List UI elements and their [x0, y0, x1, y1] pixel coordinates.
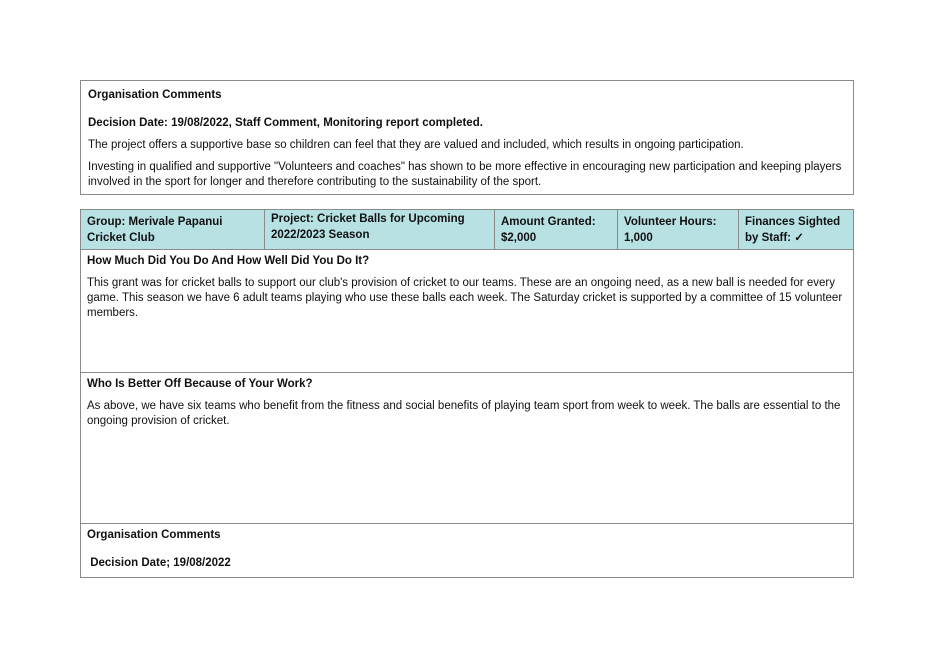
comment-paragraph-2: Investing in qualified and supportive "Volunteers and coaches" has shown to be more effective in encouraging new participation and keeping players involved in the sport for longer and therefore contributing to the sustainability of the sport. [88, 161, 842, 188]
amount-granted-cell: Amount Granted: $2,000 [495, 210, 618, 249]
how-much-heading: How Much Did You Do And How Well Did You Do It? [87, 255, 370, 267]
grant-report-table [80, 209, 854, 578]
decision-date: Decision Date: 19/08/2022, Staff Comment, Monitoring report completed. [88, 117, 483, 129]
better-off-text: As above, we have six teams who benefit from the fitness and social benefits of playing team sport from week to week. The balls are essential to the ongoing provision of cricket. [87, 400, 841, 427]
org-comments-heading: Organisation Comments [87, 529, 221, 541]
how-much-section [81, 250, 853, 373]
better-off-heading: Who Is Better Off Because of Your Work? [87, 378, 313, 390]
better-off-section [81, 373, 853, 524]
org-comments-section [81, 524, 853, 578]
volunteer-hours-cell: Volunteer Hours: 1,000 [618, 210, 739, 249]
organisation-comments-heading: Organisation Comments [88, 89, 222, 101]
finances-sighted-cell: Finances Sighted by Staff: ✓ [745, 215, 841, 244]
org-decision-date: Decision Date; 19/08/2022 [87, 557, 231, 569]
group-cell: Group: Merivale Papanui Cricket Club [81, 210, 265, 249]
organisation-comments-box [80, 80, 854, 195]
project-cell: Project: Cricket Balls for Upcoming 2022/2023 Season [265, 210, 495, 249]
how-much-text: This grant was for cricket balls to support our club's provision of cricket to our teams. These are an ongoing need, as a new ball is needed for every game. This season we have 6 adult teams playing who use these balls each week. The Saturday cricket is supported by a committee of 15 volunteer members. [87, 277, 843, 319]
grant-header-row [81, 210, 853, 250]
comment-paragraph-1: The project offers a supportive base so children can feel that they are valued and included, which results in ongoing participation. [88, 139, 744, 151]
